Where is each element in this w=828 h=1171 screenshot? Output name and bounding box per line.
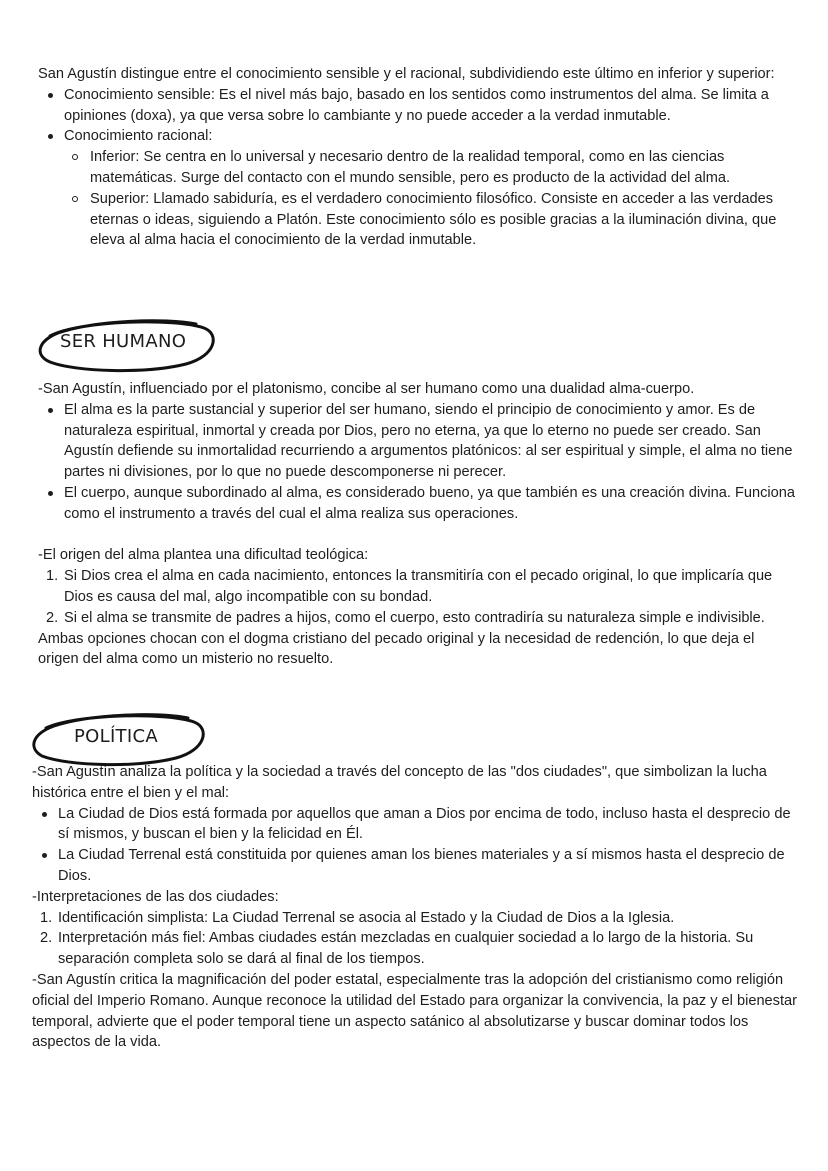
list-number: 2. [46, 609, 59, 626]
intro-section [38, 64, 796, 251]
racional-label: Conocimiento racional: [64, 128, 213, 145]
ser-humano-heading [36, 316, 218, 374]
list-item-cuerpo: El cuerpo, aunque subordinado al alma, es considerado bueno, ya que también es una creación divina. Funciona como el instrumento a través del cual el alma realiza sus operaciones. [38, 483, 796, 525]
list-number: 2. [40, 930, 53, 947]
politica-heading [30, 710, 208, 768]
politica-intro: -San Agustín analiza la política y la sociedad a través del concepto de las "dos ciudades", que simbolizan la lucha histórica entre el bien y el mal: [32, 764, 767, 801]
list-item-racional [38, 126, 796, 251]
ser-humano-intro: -San Agustín, influenciado por el platonismo, concibe al ser humano como una dualidad alma-cuerpo. [38, 381, 695, 397]
list-item-origen-1 [38, 566, 796, 608]
critica-paragraph: -San Agustín critica la magnificación del poder estatal, especialmente tras la adopción del cristianismo como religión oficial del Imperio Romano. Aunque reconoce la utilidad del Estado para organizar la convivencia, la paz y el bienestar temporal, advierte que el poder temporal tiene un aspecto satánico al absolutizarse y buscar dominar todos los aspectos de la vida. [32, 971, 798, 1051]
list-text: Si Dios crea el alma en cada nacimiento, entonces la transmitiría con el pecado original, lo que implicaría que Dios es causa del mal, algo incompatible con su bondad. [64, 568, 773, 605]
list-item-inferior: Inferior: Se centra en lo universal y necesario dentro de la realidad temporal, como en las ciencias matemáticas. Surge del contacto con el mundo sensible, pero es producto de la actividad del alma. [64, 147, 796, 189]
list-item-ciudad-dios: La Ciudad de Dios está formada por aquellos que aman a Dios por encima de todo, incluso hasta el desprecio de sí mismos, y buscan el bien y la felicidad en Él. [32, 804, 798, 846]
politica-title: POLÍTICA [74, 726, 158, 747]
list-item-alma: El alma es la parte sustancial y superior del ser humano, siendo el principio de conocimiento y amor. Es de naturaleza espiritual, inmortal y creada por Dios, pero no eterna, ya que lo eterno no puede ser creado. San Agustín defiende su inmortalidad recurriendo a argumentos platónicos: al ser espiritual y simple, el alma no tiene partes ni divisiones, por lo que no puede descomponerse ni perecer. [38, 400, 796, 483]
ser-humano-section [38, 379, 796, 670]
list-text: Identificación simplista: La Ciudad Terrenal se asocia al Estado y la Ciudad de Dios a la Iglesia. [58, 909, 675, 926]
list-item-origen-2 [38, 608, 796, 629]
interpretaciones-intro: -Interpretaciones de las dos ciudades: [32, 888, 279, 905]
ciudades-list [32, 804, 798, 887]
knowledge-list [38, 85, 796, 251]
list-item-superior: Superior: Llamado sabiduría, es el verdadero conocimiento filosófico. Consiste en acceder a las verdades eternas o ideas, siguiendo a Platón. Este conocimiento sólo es posible gracias a la iluminación divina, que eleva al alma hacia el conocimiento de la verdad inmutable. [64, 189, 796, 251]
list-item-sensible: Conocimiento sensible: Es el nivel más bajo, basado en los sentidos como instrumentos del alma. Se limita a opiniones (doxa), ya que versa sobre lo cambiante y no puede acceder a la verdad inmutable. [38, 85, 796, 127]
list-number: 1. [46, 568, 59, 585]
interpretaciones-list [32, 908, 798, 970]
ser-humano-bullets [38, 400, 796, 525]
origen-alma-intro: -El origen del alma plantea una dificultad teológica: [38, 547, 369, 564]
origen-alma-list [38, 566, 796, 628]
list-item-interp-1 [32, 908, 798, 929]
ser-humano-title: SER HUMANO [60, 331, 187, 352]
list-item-interp-2 [32, 928, 798, 970]
intro-paragraph: San Agustín distingue entre el conocimiento sensible y el racional, subdividiendo este último en inferior y superior: [38, 66, 775, 82]
origen-alma-conclusion: Ambas opciones chocan con el dogma cristiano del pecado original y la necesidad de redención, lo que deja el origen del alma como un misterio no resuelto. [38, 630, 755, 668]
politica-section [32, 762, 798, 1053]
list-item-ciudad-terrenal: La Ciudad Terrenal está constituida por quienes aman los bienes materiales y a sí mismos hasta el desprecio de Dios. [32, 845, 798, 887]
list-text: Si el alma se transmite de padres a hijos, como el cuerpo, esto contradiría su naturaleza simple e indivisible. [64, 609, 765, 626]
list-number: 1. [40, 909, 53, 926]
list-text: Interpretación más fiel: Ambas ciudades están mezcladas en cualquier sociedad a lo largo de la historia. Su separación completa solo se dará al final de los tiempos. [58, 930, 754, 968]
racional-sublist [64, 147, 796, 251]
